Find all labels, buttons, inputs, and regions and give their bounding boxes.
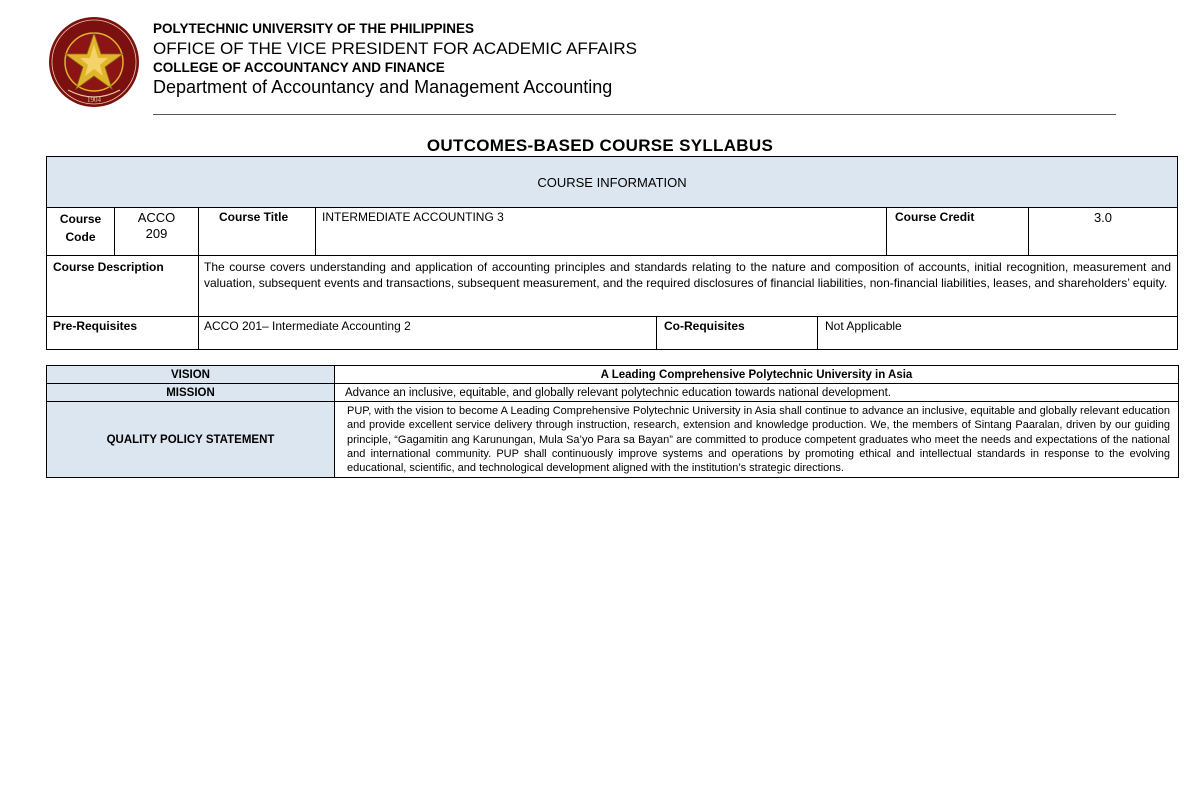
- course-description-label: Course Description: [47, 256, 199, 317]
- letterhead: [153, 20, 637, 96]
- prerequisites-value: ACCO 201– Intermediate Accounting 2: [199, 317, 657, 349]
- office-name: OFFICE OF THE VICE PRESIDENT FOR ACADEMIC AFFAIRS: [153, 38, 637, 58]
- course-information-heading: COURSE INFORMATION: [47, 157, 1177, 208]
- course-code-value-line2: 209: [145, 226, 168, 241]
- svg-text:1904: 1904: [87, 96, 101, 104]
- course-code-value-line1: ACCO: [137, 210, 176, 225]
- corequisites-label: Co-Requisites: [657, 317, 818, 349]
- course-title-value: INTERMEDIATE ACCOUNTING 3: [316, 208, 887, 256]
- corequisites-value: Not Applicable: [825, 319, 902, 333]
- quality-policy-row: [47, 402, 1179, 478]
- vision-label: VISION: [47, 366, 335, 384]
- course-code-label-line1: Course: [59, 212, 102, 226]
- college-name: COLLEGE OF ACCOUNTANCY AND FINANCE: [153, 59, 445, 75]
- document-title: OUTCOMES-BASED COURSE SYLLABUS: [426, 136, 774, 155]
- vision-value: A Leading Comprehensive Polytechnic University in Asia: [335, 366, 1179, 384]
- header-divider: [153, 114, 1116, 115]
- university-name: POLYTECHNIC UNIVERSITY OF THE PHILIPPINES: [153, 21, 475, 36]
- quality-policy-label: QUALITY POLICY STATEMENT: [47, 402, 335, 478]
- prerequisites-label: Pre-Requisites: [47, 317, 199, 349]
- course-title-label: Course Title: [199, 208, 316, 256]
- mission-value: Advance an inclusive, equitable, and globally relevant polytechnic education towards national development.: [335, 384, 1179, 402]
- mission-row: [47, 384, 1179, 402]
- course-description-value: The course covers understanding and application of accounting principles and standards relating to the nature and composition of accounts, initial recognition, measurement and valuation, subsequent events and transactions, subsequent measurement, and the required disclosures of financial liabilities, non-financial liabilities, leases, and shareholders’ equity.: [199, 256, 1177, 317]
- university-seal-logo: [48, 16, 140, 108]
- course-code-label-cell: [47, 208, 115, 256]
- course-information-table: [46, 156, 1178, 350]
- course-credit-label: Course Credit: [887, 208, 1029, 256]
- course-credit-value: 3.0: [1029, 208, 1177, 256]
- department-name: Department of Accountancy and Management Accounting: [153, 77, 613, 97]
- mission-label: MISSION: [47, 384, 335, 402]
- course-code-value-cell: [115, 208, 199, 256]
- quality-policy-value: PUP, with the vision to become A Leading Comprehensive Polytechnic University in Asia shall continue to advance an inclusive, equitable and globally relevant education and provide excellent service delivery through instruction, research, extension and knowledge production. We, the members of Sintang Paaralan, driven by our guiding principle, “Gagamitin ang Karunungan, Mula Sa’yo Para sa Bayan” are committed to produce competent graduates who meet the needs and expectations of the national and international community. PUP shall continuously improve systems and operations by promoting ethical and intellectual standards in response to the evolving educational, scientific, and technological development aligned with the institution’s strategic directions.: [335, 402, 1179, 478]
- course-code-label-line2: Code: [65, 230, 96, 244]
- vision-row: [47, 366, 1179, 384]
- institutional-statements-table: [46, 365, 1179, 478]
